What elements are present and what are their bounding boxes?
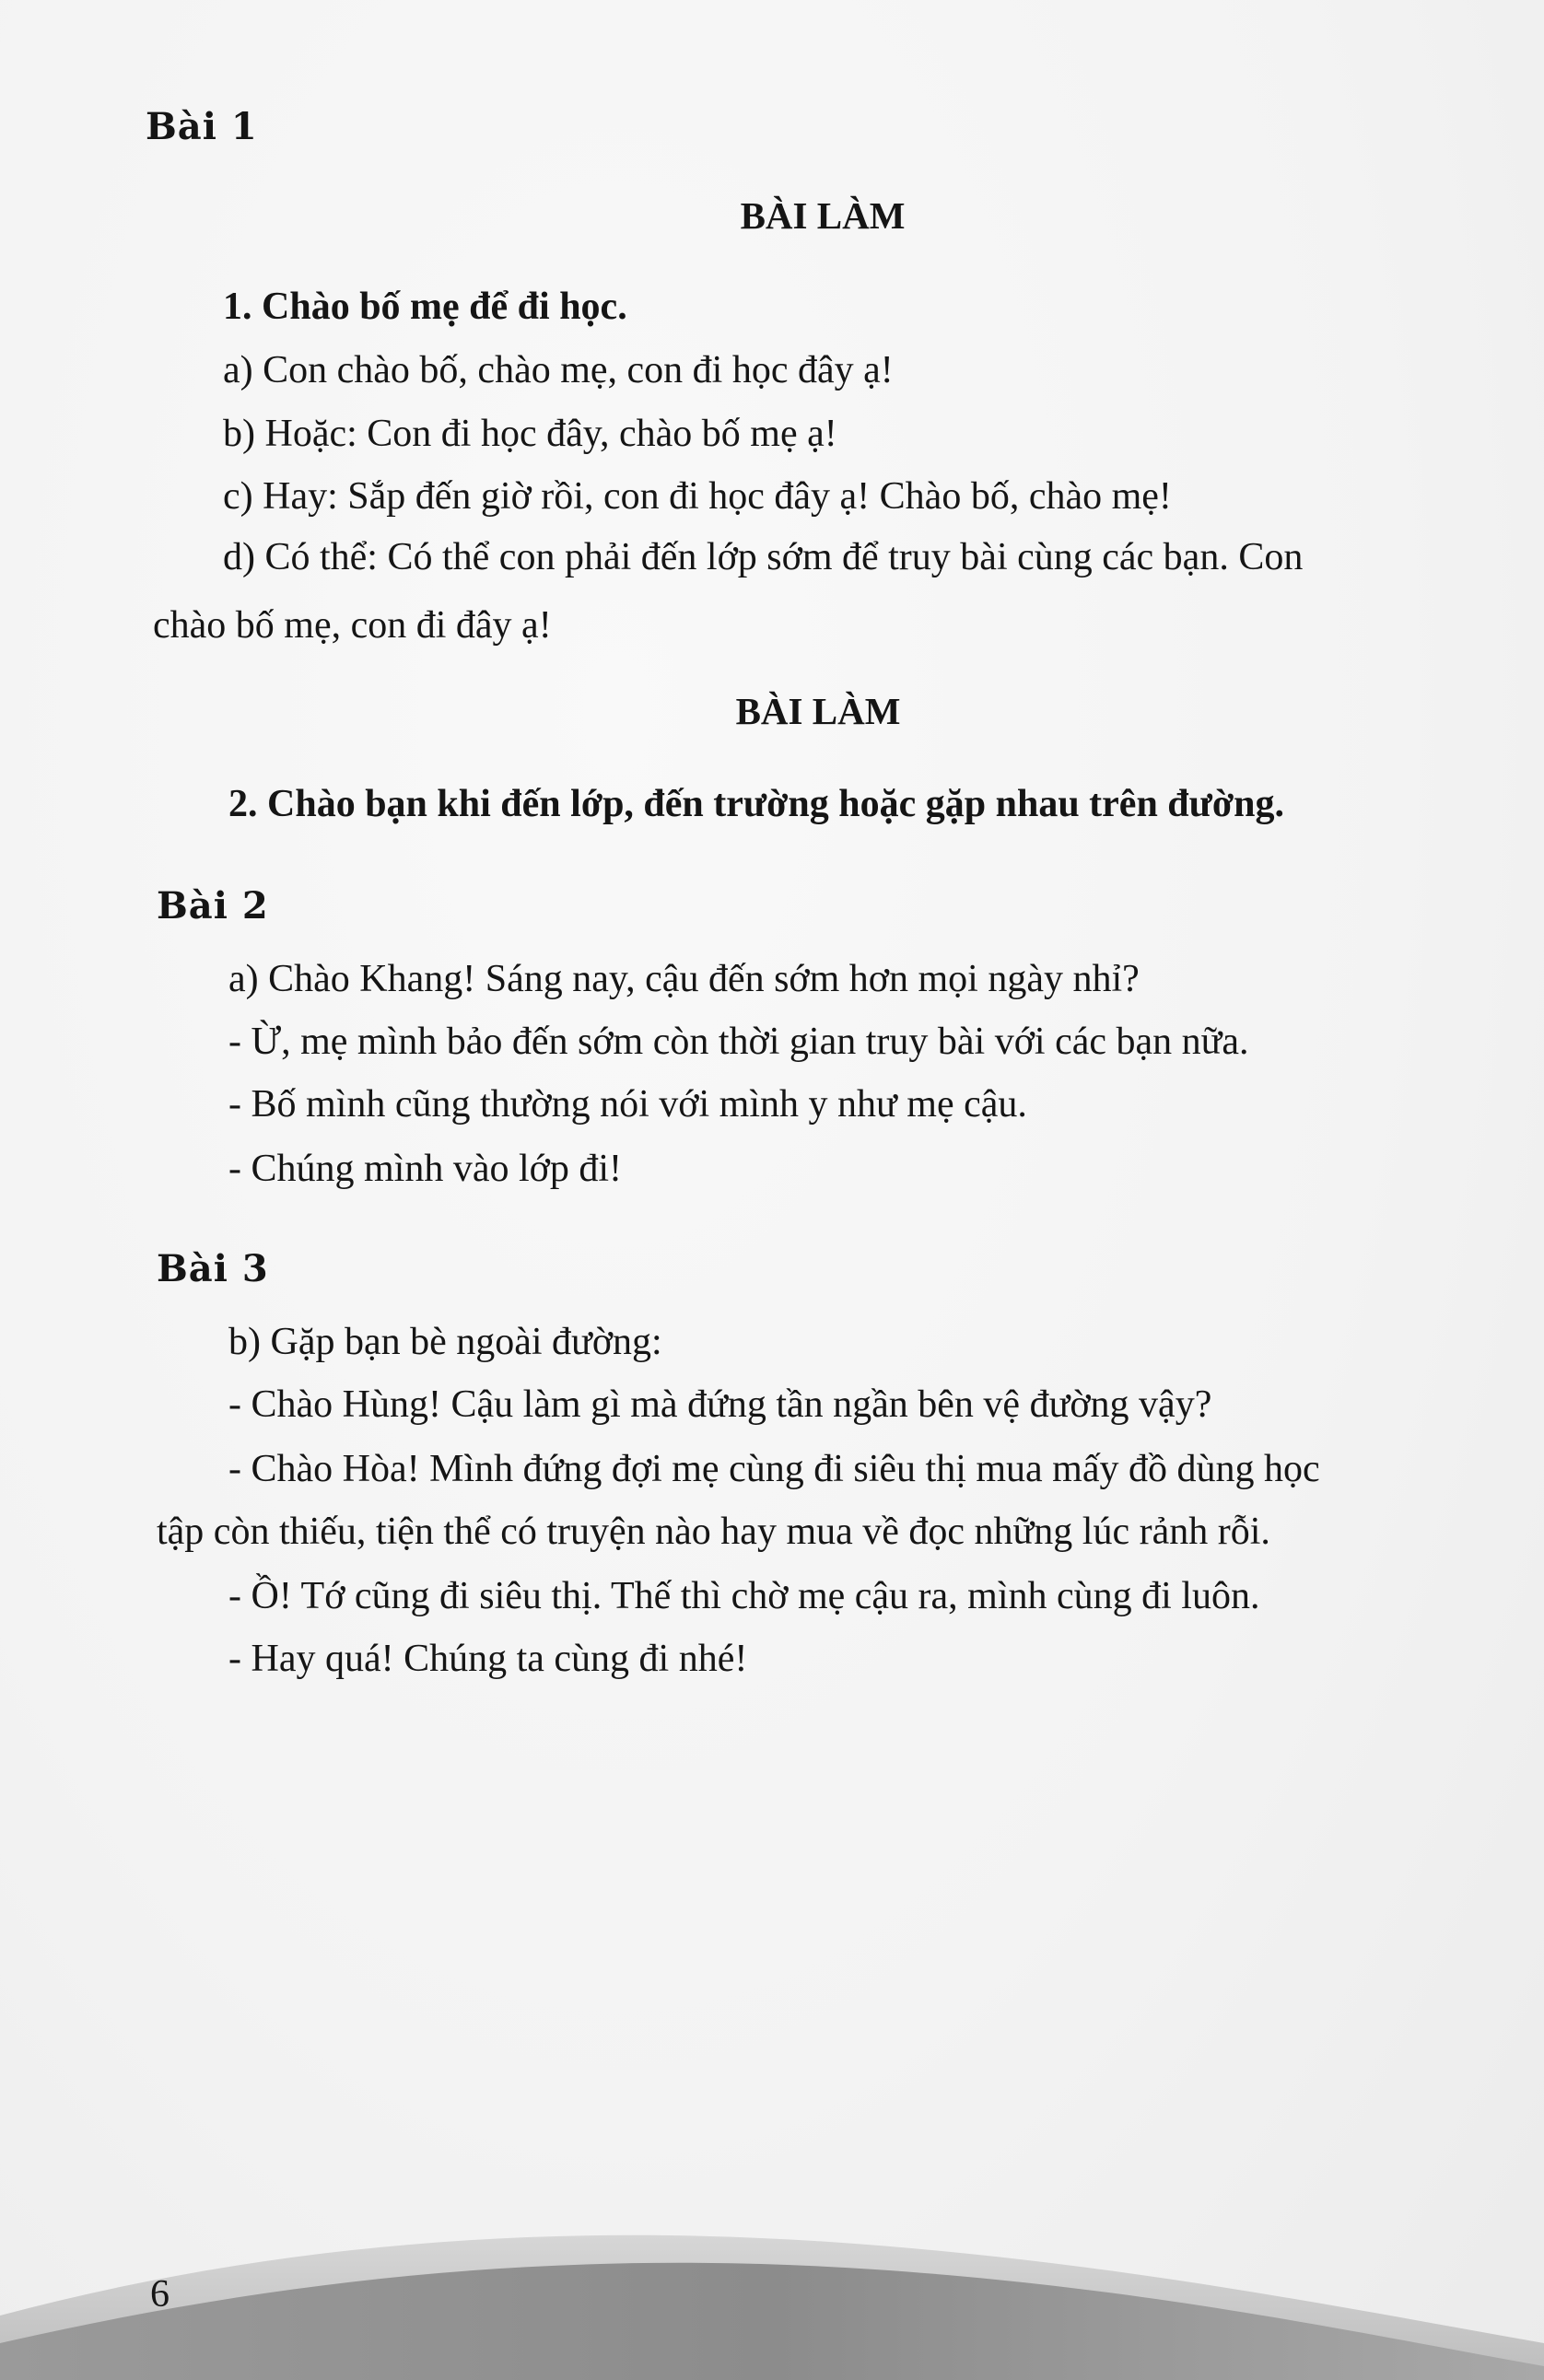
bai1-item2-heading: 2. Chào bạn khi đến lớp, đến trường hoặc gặp nhau trên đường. [228, 783, 1284, 825]
bai2-line-4: - Chúng mình vào lớp đi! [228, 1148, 623, 1190]
bai2-line-1: a) Chào Khang! Sáng nay, cậu đến sớm hơn mọi ngày nhỉ? [228, 958, 1140, 1000]
bai-lam-title-2: BÀI LÀM [735, 690, 901, 732]
bai3-line-4: - Hay quá! Chúng ta cùng đi nhé! [228, 1638, 748, 1680]
bai2-line-2: - Ừ, mẹ mình bảo đến sớm còn thời gian truy bài với các bạn nữa. [228, 1021, 1249, 1063]
bai3-line-2b: tập còn thiếu, tiện thể có truyện nào hay mua về đọc những lúc rảnh rỗi. [157, 1511, 1270, 1553]
bai1-line-d1: d) Có thể: Có thể con phải đến lớp sớm để truy bài cùng các bạn. Con [223, 536, 1304, 578]
bai1-item1-heading: 1. Chào bố mẹ để đi học. [223, 286, 627, 328]
bai1-heading: Bài 1 [146, 105, 258, 148]
bai2-heading: Bài 2 [157, 884, 269, 928]
page-number: 6 [150, 2273, 170, 2316]
bai2-line-3: - Bố mình cũng thường nói với mình y như mẹ cậu. [228, 1083, 1027, 1126]
bai1-line-a: a) Con chào bố, chào mẹ, con đi học đây ạ! [223, 349, 894, 391]
bai1-line-b: b) Hoặc: Con đi học đây, chào bố mẹ ạ! [223, 413, 837, 455]
bai1-line-d2: chào bố mẹ, con đi đây ạ! [153, 604, 552, 647]
bai1-line-c: c) Hay: Sắp đến giờ rồi, con đi học đây ạ! Chào bố, chào mẹ! [223, 475, 1172, 518]
bai3-line-2a: - Chào Hòa! Mình đứng đợi mẹ cùng đi siêu thị mua mấy đồ dùng học [228, 1448, 1320, 1490]
bai3-heading: Bài 3 [157, 1247, 269, 1290]
bai3-line-1: - Chào Hùng! Cậu làm gì mà đứng tần ngần bên vệ đường vậy? [228, 1383, 1212, 1426]
bai-lam-title-1: BÀI LÀM [740, 194, 906, 237]
bai3-line-3: - Ồ! Tớ cũng đi siêu thị. Thế thì chờ mẹ cậu ra, mình cùng đi luôn. [228, 1575, 1260, 1617]
bai3-intro: b) Gặp bạn bè ngoài đường: [228, 1321, 662, 1363]
bottom-wave-decoration [0, 2205, 1544, 2380]
